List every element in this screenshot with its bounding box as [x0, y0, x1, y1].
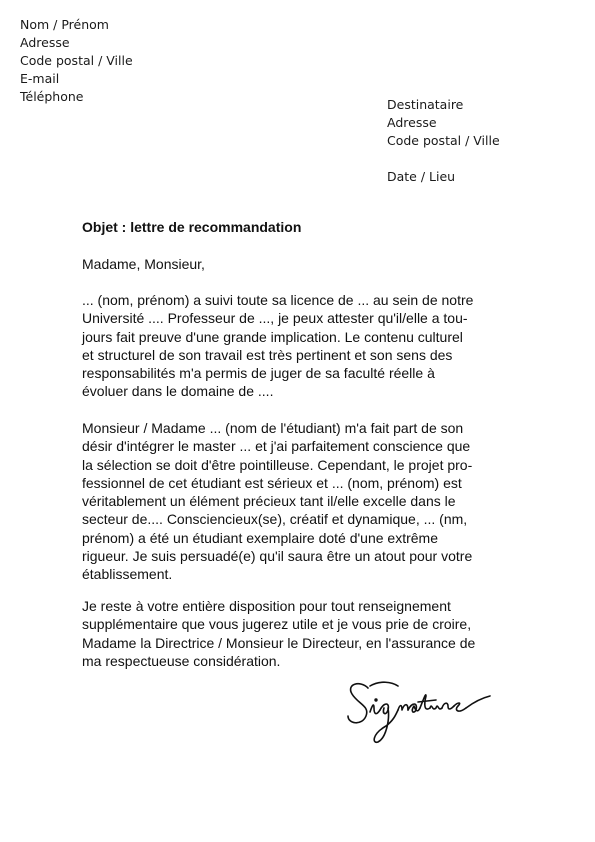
paragraph-line: rigueur. Je suis persuadé(e) qu'il saura être un atout pour votre [82, 548, 473, 565]
sender-email: E-mail [20, 71, 60, 86]
paragraph-line: prénom) a été un étudiant exemplaire doté d'une extrême [82, 529, 439, 546]
sender-postal-city: Code postal / Ville [20, 53, 133, 68]
paragraph-line: fessionnel de cet étudiant est sérieux et ... (nom, prénom) est [82, 474, 462, 491]
handwritten-signature [340, 672, 500, 752]
paragraph-line: ... (nom, prénom) a suivi toute sa licence de ... au sein de notre [82, 292, 474, 308]
paragraph-line: jours fait preuve d'une grande implication. Le contenu culturel [82, 328, 463, 345]
sender-phone: Téléphone [20, 89, 84, 104]
recipient-block [387, 96, 500, 186]
paragraph-line: véritablement un élément précieux tant il/elle excelle dans le [82, 493, 456, 510]
paragraph-line: supplémentaire que vous jugerez utile et je vous prie de croire, [82, 616, 472, 633]
paragraph-line: désir d'intégrer le master ... et j'ai parfaitement conscience que [82, 438, 471, 455]
paragraph-line: ma respectueuse considération. [82, 652, 281, 669]
paragraph-line: Université .... Professeur de ..., je peux attester qu'il/elle a tou- [82, 310, 468, 327]
paragraph-line: Monsieur / Madame ... (nom de l'étudiant) m'a fait part de son [82, 420, 464, 436]
paragraph-line: Je reste à votre entière disposition pour tout renseignement [82, 598, 451, 614]
date-place: Date / Lieu [387, 169, 456, 184]
paragraph-3 [82, 597, 475, 670]
paragraph-2 [82, 419, 472, 584]
paragraph-line: Madame la Directrice / Monsieur le Directeur, en l'assurance de [82, 634, 476, 651]
paragraph-line: la sélection se doit d'être pointilleuse. Cependant, le projet pro- [82, 456, 473, 473]
paragraph-line: responsabilités m'a permis de juger de sa faculté réelle à [82, 365, 435, 382]
sender-name: Nom / Prénom [20, 17, 109, 32]
letter-greeting: Madame, Monsieur, [82, 256, 205, 272]
sender-block [20, 16, 133, 106]
recipient-postal-city: Code postal / Ville [387, 133, 500, 148]
paragraph-line: et structurel de son travail est très pertinent et son sens des [82, 346, 453, 363]
recipient-name: Destinataire [387, 97, 464, 112]
paragraph-line: établissement. [82, 566, 173, 583]
recipient-address: Adresse [387, 115, 437, 130]
paragraph-line: secteur de.... Consciencieux(se), créatif et dynamique, ... (nm, [82, 511, 468, 528]
paragraph-1 [82, 291, 473, 401]
paragraph-line: évoluer dans le domaine de .... [82, 383, 274, 400]
sender-address: Adresse [20, 35, 70, 50]
letter-subject: Objet : lettre de recommandation [82, 219, 302, 235]
